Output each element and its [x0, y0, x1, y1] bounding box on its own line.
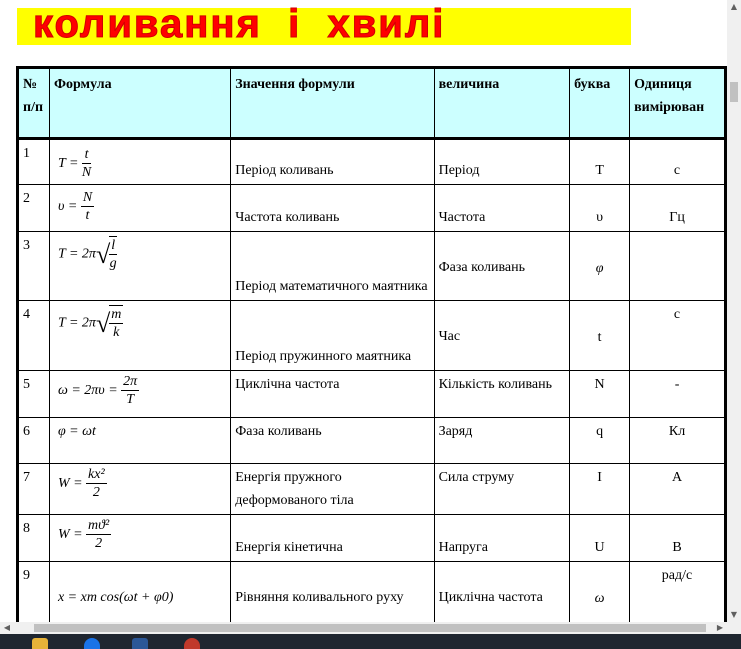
header-num: № п/п	[18, 68, 50, 139]
letter-cell: I	[570, 464, 630, 515]
header-unit: Одиниця вимірюван	[630, 68, 726, 139]
formula-cell	[49, 515, 230, 562]
app-icon[interactable]	[184, 638, 200, 649]
row-num: 5	[18, 371, 50, 418]
vertical-scroll-thumb[interactable]	[730, 82, 738, 102]
formula: W = $\frac{\text{kx²}}{2}$	[57, 467, 105, 500]
quantity-cell: Сила струму	[434, 464, 570, 515]
table-row	[18, 464, 726, 515]
word-icon[interactable]	[132, 638, 148, 649]
meaning-cell: Енергія кінетична	[231, 515, 434, 562]
formula: ω = 2πυ = $\frac{2\pi}{T}$	[57, 374, 138, 407]
table-row	[18, 515, 726, 562]
unit-cell: В	[630, 515, 726, 562]
table-row	[18, 562, 726, 623]
page-title: коливання і хвилі	[33, 2, 446, 46]
quantity-cell: Заряд	[434, 418, 570, 464]
scroll-right-icon[interactable]: ▶	[716, 623, 724, 632]
quantity-cell: Фаза коливань	[434, 232, 570, 301]
header-letter: буква	[570, 68, 630, 139]
quantity-cell: Кількість коливань	[434, 371, 570, 418]
unit-cell: А	[630, 464, 726, 515]
formula: T = 2π√ $\frac{l}{g}$	[57, 238, 117, 271]
quantity-cell: Циклічна частота	[434, 562, 570, 623]
letter-cell: ω	[570, 562, 630, 623]
quantity-cell: Напруга	[434, 515, 570, 562]
meaning-cell: Період математичного маятника	[231, 232, 434, 301]
scroll-left-icon[interactable]: ◀	[3, 623, 11, 632]
unit-cell	[630, 232, 726, 301]
meaning-cell: Циклічна частота	[231, 371, 434, 418]
row-num: 2	[18, 185, 50, 232]
letter-cell: U	[570, 515, 630, 562]
table-row	[18, 139, 726, 185]
formula: W = $\frac{\text{mϑ²}}{2}$	[57, 518, 110, 551]
formula-cell	[49, 139, 230, 185]
unit-cell: Гц	[630, 185, 726, 232]
formula: T = $\frac{t}{N}$	[57, 147, 92, 180]
folder-icon[interactable]	[32, 638, 48, 649]
formula: x = xm cos(ωt + φ0)	[57, 590, 174, 605]
scrollbar-corner	[727, 622, 741, 634]
quantity-cell: Період	[434, 139, 570, 185]
formula-cell	[49, 562, 230, 623]
formula: υ = $\frac{N}{t}$	[57, 190, 93, 223]
unit-cell: Кл	[630, 418, 726, 464]
header-formula: Формула	[49, 68, 230, 139]
horizontal-scroll-thumb[interactable]	[34, 624, 706, 632]
unit-cell: с	[630, 301, 726, 371]
row-num: 1	[18, 139, 50, 185]
unit-cell: с	[630, 139, 726, 185]
letter-cell: N	[570, 371, 630, 418]
unit-cell: рад/с	[630, 562, 726, 623]
letter-cell: T	[570, 139, 630, 185]
formula-cell	[49, 418, 230, 464]
meaning-cell: Період коливань	[231, 139, 434, 185]
meaning-cell: Період пружинного маятника	[231, 301, 434, 371]
meaning-cell: Фаза коливань	[231, 418, 434, 464]
row-num: 3	[18, 232, 50, 301]
table-row	[18, 301, 726, 371]
meaning-cell: Частота коливань	[231, 185, 434, 232]
letter-cell: q	[570, 418, 630, 464]
formula-cell	[49, 464, 230, 515]
quantity-cell: Частота	[434, 185, 570, 232]
browser-icon[interactable]	[84, 638, 100, 649]
row-num: 9	[18, 562, 50, 623]
row-num: 8	[18, 515, 50, 562]
row-num: 7	[18, 464, 50, 515]
quantity-cell: Час	[434, 301, 570, 371]
header-meaning: Значення формули	[231, 68, 434, 139]
formula-table	[16, 66, 727, 622]
table-row	[18, 418, 726, 464]
table-row	[18, 185, 726, 232]
table-row	[18, 232, 726, 301]
row-num: 6	[18, 418, 50, 464]
letter-cell: t	[570, 301, 630, 371]
formula: T = 2π√ $\frac{m}{k}$	[57, 307, 122, 340]
taskbar	[0, 634, 741, 649]
meaning-cell: Рівняння коливального руху	[231, 562, 434, 623]
letter-cell: φ	[570, 232, 630, 301]
table-header-row	[18, 68, 726, 139]
scroll-down-icon[interactable]: ▼	[730, 610, 738, 619]
row-num: 4	[18, 301, 50, 371]
table-row	[18, 371, 726, 418]
horizontal-scrollbar[interactable]	[0, 622, 727, 634]
unit-cell: -	[630, 371, 726, 418]
letter-cell: υ	[570, 185, 630, 232]
formula-cell	[49, 232, 230, 301]
page-title-banner	[17, 2, 631, 46]
formula-cell	[49, 301, 230, 371]
vertical-scrollbar[interactable]	[727, 0, 741, 622]
meaning-cell: Енергія пружного деформованого тіла	[231, 464, 434, 515]
formula: φ = ωt	[57, 424, 96, 439]
formula-cell	[49, 371, 230, 418]
formula-cell	[49, 185, 230, 232]
scroll-up-icon[interactable]: ▲	[730, 2, 738, 11]
header-quantity: величина	[434, 68, 570, 139]
